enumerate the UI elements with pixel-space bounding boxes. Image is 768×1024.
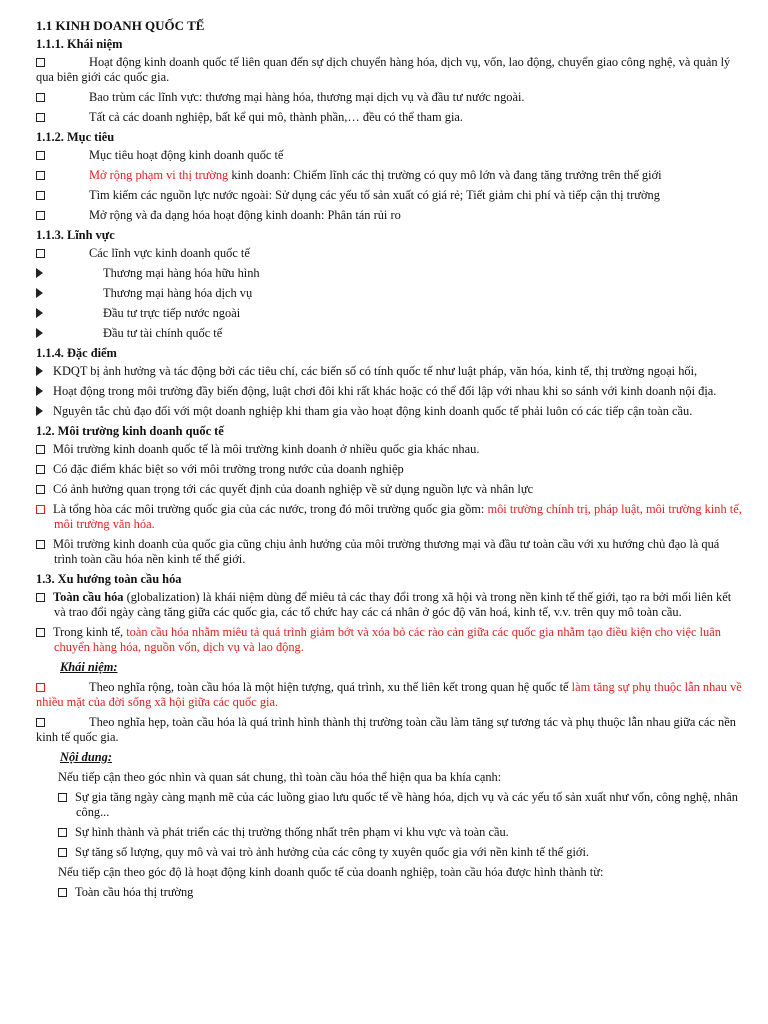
list-item: Thương mại hàng hóa dịch vụ [36, 286, 742, 301]
arrow-bullet-icon [36, 366, 43, 376]
list-item: Đầu tư trực tiếp nước ngoài [36, 306, 742, 321]
arrow-bullet-icon [36, 268, 43, 278]
checkbox-bullet-icon [36, 113, 45, 122]
list-item: Theo nghĩa hẹp, toàn cầu hóa là quá trình hình thành thị trường toàn cầu làm tăng sự tương tác và phụ thuộc lẫn nhau giữa các nền kinh tế quốc gia. [36, 715, 736, 744]
heading-1-1-3: 1.1.3. Lĩnh vực [36, 228, 115, 242]
list-item: Mục tiêu hoạt động kinh doanh quốc tế [36, 148, 742, 163]
checkbox-bullet-icon [36, 191, 45, 200]
checkbox-bullet-icon [36, 445, 45, 454]
list-item: Sự gia tăng ngày càng mạnh mẽ của các luồng giao lưu quốc tế về hàng hóa, dịch vụ và các yếu tố sản xuất như vốn, công nghệ, nhân công... [58, 790, 742, 820]
arrow-bullet-icon [36, 308, 43, 318]
list-item: Các lĩnh vực kinh doanh quốc tế [36, 246, 742, 261]
heading-1-2: 1.2. Môi trường kinh doanh quốc tế [36, 424, 224, 438]
arrow-bullet-icon [36, 288, 43, 298]
checkbox-bullet-icon [58, 888, 67, 897]
list-item: Toàn cầu hóa (globalization) là khái niệm dùng để miêu tả các thay đổi trong xã hội và trong nền kinh tế thế giới, tạo ra bởi mối liên kết và trao đổi ngày càng tăng giữa các quốc gia, các tổ chức hay các cá nhân ở góc độ văn hoá, kinh tế, v.v. trên quy mô toàn cầu. [36, 590, 742, 620]
heading-1-3: 1.3. Xu hướng toàn cầu hóa [36, 572, 182, 586]
list-item: Là tổng hòa các môi trường quốc gia của các nước, trong đó môi trường quốc gia gồm: môi trường chính trị, pháp luật, môi trường kinh tế, môi trường văn hóa. [36, 502, 742, 532]
checkbox-bullet-icon [58, 848, 67, 857]
list-item: Môi trường kinh doanh của quốc gia cũng chịu ảnh hưởng của môi trường thương mại và đầu tư toàn cầu với xu hướng chủ đạo là quá trình toàn cầu hóa nền kinh tế thế giới. [36, 537, 742, 567]
list-item: Theo nghĩa rộng, toàn cầu hóa là một hiện tượng, quá trình, xu thế liên kết trong quan hệ quốc tế làm tăng sự phụ thuộc lẫn nhau về nhiều mặt của đời sống xã hội giữa các quốc gia. [36, 680, 742, 709]
checkbox-bullet-icon [36, 628, 45, 637]
checkbox-bullet-icon [58, 828, 67, 837]
subheading-noi-dung: Nội dung: [60, 750, 112, 764]
paragraph: Nếu tiếp cận theo góc nhìn và quan sát chung, thì toàn cầu hóa thể hiện qua ba khía cạnh: [58, 770, 502, 784]
checkbox-bullet-icon [58, 793, 67, 802]
checkbox-bullet-icon [36, 540, 45, 549]
list-item: Toàn cầu hóa thị trường [58, 885, 742, 900]
list-item: Hoạt động kinh doanh quốc tế liên quan đến sự dịch chuyển hàng hóa, dịch vụ, vốn, lao động, chuyển giao công nghệ, và quản lý qua biên giới các quốc gia. [36, 55, 731, 84]
list-item: Hoạt động trong môi trường đầy biến động, luật chơi đôi khi rất khác hoặc có thể đối lập với nhau khi so sánh với kinh doanh nội địa. [36, 384, 742, 399]
checkbox-bullet-icon [36, 249, 45, 258]
arrow-bullet-icon [36, 406, 43, 416]
list-item: Sự tăng số lượng, quy mô và vai trò ảnh hưởng của các công ty xuyên quốc gia với nền kinh tế thế giới. [58, 845, 742, 860]
heading-1-1-1: 1.1.1. Khái niệm [36, 37, 123, 51]
list-item: Thương mại hàng hóa hữu hình [36, 266, 742, 281]
heading-1-1-2: 1.1.2. Mục tiêu [36, 130, 115, 144]
list-item: Mở rộng và đa dạng hóa hoạt động kinh doanh: Phân tán rủi ro [36, 208, 742, 223]
list-item: Sự hình thành và phát triển các thị trường thống nhất trên phạm vi khu vực và toàn cầu. [58, 825, 742, 840]
list-item: Tất cả các doanh nghiệp, bất kể qui mô, thành phần,… đều có thể tham gia. [36, 110, 742, 125]
list-item: KDQT bị ảnh hưởng và tác động bởi các tiêu chí, các biến số có tính quốc tế như luật pháp, văn hóa, kinh tế, thị trường ngoại hối, [36, 364, 742, 379]
checkbox-bullet-icon [36, 171, 45, 180]
checkbox-bullet-icon [36, 93, 45, 102]
list-item: Nguyên tắc chủ đạo đối với một doanh nghiệp khi tham gia vào hoạt động kinh doanh quốc tế phải luôn có các tiếp cận toàn cầu. [36, 404, 742, 419]
heading-1-1-4: 1.1.4. Đặc điểm [36, 346, 117, 360]
list-item: Tìm kiếm các nguồn lực nước ngoài: Sử dụng các yếu tố sản xuất có giá rẻ; Tiết giảm chi phí và tiếp cận thị trường [36, 188, 742, 203]
checkbox-bullet-icon [36, 58, 45, 67]
list-item: Môi trường kinh doanh quốc tế là môi trường kinh doanh ở nhiều quốc gia khác nhau. [36, 442, 742, 457]
arrow-bullet-icon [36, 328, 43, 338]
subheading-khai-niem: Khái niệm: [60, 660, 118, 674]
checkbox-bullet-icon [36, 593, 45, 602]
checkbox-bullet-icon [36, 485, 45, 494]
checkbox-bullet-icon [36, 683, 45, 692]
list-item: Trong kinh tế, toàn cầu hóa nhằm miêu tả quá trình giảm bớt và xóa bỏ các rào cản giữa các quốc gia nhằm tạo điều kiện cho việc luân chuyển hàng hóa, nguồn vốn, dịch vụ và lao động. [36, 625, 742, 655]
list-item: Đầu tư tài chính quốc tế [36, 326, 742, 341]
checkbox-bullet-icon [36, 465, 45, 474]
list-item: Mở rộng phạm vi thị trường kinh doanh: Chiếm lĩnh các thị trường có quy mô lớn và đang tăng trưởng trên thế giới [36, 168, 742, 183]
checkbox-bullet-icon [36, 211, 45, 220]
checkbox-bullet-icon [36, 718, 45, 727]
checkbox-bullet-icon [36, 505, 45, 514]
section-title-1-1: 1.1 KINH DOANH QUỐC TẾ [36, 18, 205, 33]
list-item: Có đặc điểm khác biệt so với môi trường trong nước của doanh nghiệp [36, 462, 742, 477]
list-item: Bao trùm các lĩnh vực: thương mại hàng hóa, thương mại dịch vụ và đầu tư nước ngoài. [36, 90, 742, 105]
paragraph: Nếu tiếp cận theo góc độ là hoạt động kinh doanh quốc tế của doanh nghiệp, toàn cầu hóa được hình thành từ: [58, 865, 604, 879]
arrow-bullet-icon [36, 386, 43, 396]
checkbox-bullet-icon [36, 151, 45, 160]
list-item: Có ảnh hưởng quan trọng tới các quyết định của doanh nghiệp về sử dụng nguồn lực và nhân lực [36, 482, 742, 497]
